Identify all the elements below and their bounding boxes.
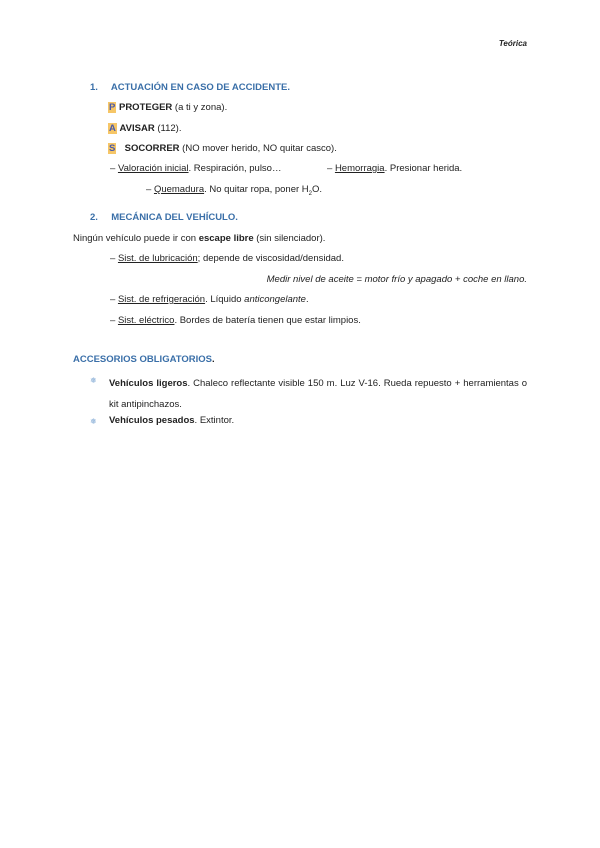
- refrigeracion-text: . Líquido: [205, 294, 245, 305]
- accesorios-heading: [73, 354, 215, 366]
- item-label: PROTEGER: [118, 102, 173, 113]
- accesorio-item-ligeros: [109, 374, 527, 415]
- snowflake-bullet-icon: ❅: [90, 376, 97, 385]
- item-text: . Extintor.: [194, 415, 235, 426]
- dash: –: [110, 253, 118, 264]
- intro-text: Ningún vehículo puede ir con: [73, 233, 199, 244]
- lubricacion-text: ; depende de viscosidad/densidad.: [197, 253, 344, 264]
- pas-item-avisar: [108, 123, 181, 135]
- intro-tail: (sin silenciador).: [253, 233, 326, 244]
- hemorragia-text: . Presionar herida.: [384, 163, 463, 174]
- item-label: Vehículos ligeros: [109, 378, 188, 389]
- item-label: AVISAR: [119, 123, 155, 134]
- snowflake-bullet-icon: ❅: [90, 417, 97, 426]
- quemadura-text: . No quitar ropa, poner H: [204, 184, 309, 195]
- item-label: Vehículos pesados: [109, 415, 195, 426]
- dash: –: [327, 163, 335, 174]
- accesorio-item-pesados: [109, 415, 234, 427]
- electrico-line: [110, 315, 361, 327]
- section-1-heading: [90, 82, 290, 94]
- item-text: (NO mover herido, NO quitar casco).: [179, 143, 337, 154]
- valoracion-term: Valoración inicial: [117, 163, 189, 174]
- valoracion-text: . Respiración, pulso…: [188, 163, 282, 174]
- dash: –: [110, 294, 118, 305]
- refrigeracion-tail: .: [305, 294, 309, 305]
- electrico-term: Sist. eléctrico: [117, 315, 175, 326]
- intro-bold: escape libre: [198, 233, 254, 244]
- item-text: . Chaleco reflectante visible 150 m. Luz V-16. Rueda repuesto + herramientas o kit antipinchazos.: [109, 378, 527, 410]
- section-number: 2.: [90, 212, 98, 223]
- item-label: SOCORRER: [124, 143, 180, 154]
- item-text: (112).: [154, 123, 182, 134]
- letter-highlight: S: [109, 143, 116, 154]
- hemorragia-line: [327, 163, 462, 175]
- subscript: 2: [308, 190, 313, 197]
- electrico-text: . Bordes de batería tienen que estar limpios.: [174, 315, 361, 326]
- quemadura-tail: O.: [312, 184, 323, 195]
- lubricacion-term: Sist. de lubricación: [117, 253, 198, 264]
- refrigeracion-italic: anticongelante: [244, 294, 306, 305]
- accesorios-dot: .: [212, 354, 215, 365]
- item-text: (a ti y zona).: [172, 102, 228, 113]
- hemorragia-term: Hemorragia: [334, 163, 385, 174]
- dash: –: [146, 184, 154, 195]
- letter-highlight: A: [109, 123, 116, 134]
- pas-item-socorrer: [108, 143, 337, 155]
- quemadura-line: [146, 184, 322, 200]
- pas-item-proteger: [108, 102, 227, 114]
- quemadura-term: Quemadura: [153, 184, 205, 195]
- section-number: 1.: [90, 82, 98, 93]
- dash: –: [110, 163, 118, 174]
- section-title: MECÁNICA DEL VEHÍCULO.: [111, 212, 238, 223]
- accesorios-title: ACCESORIOS OBLIGATORIOS: [73, 354, 212, 365]
- section-title: ACTUACIÓN EN CASO DE ACCIDENTE.: [110, 82, 290, 93]
- document-header-tag: Teórica: [498, 39, 527, 48]
- letter-highlight: P: [109, 102, 116, 113]
- dash: –: [110, 315, 118, 326]
- refrigeracion-line: [110, 294, 309, 306]
- aceite-note: Medir nivel de aceite = motor frío y apagado + coche en llano.: [266, 274, 527, 285]
- lubricacion-line: [110, 253, 344, 265]
- escape-libre-paragraph: [73, 233, 325, 245]
- section-2-heading: [90, 212, 238, 224]
- refrigeracion-term: Sist. de refrigeración: [117, 294, 206, 305]
- valoracion-line: [110, 163, 281, 175]
